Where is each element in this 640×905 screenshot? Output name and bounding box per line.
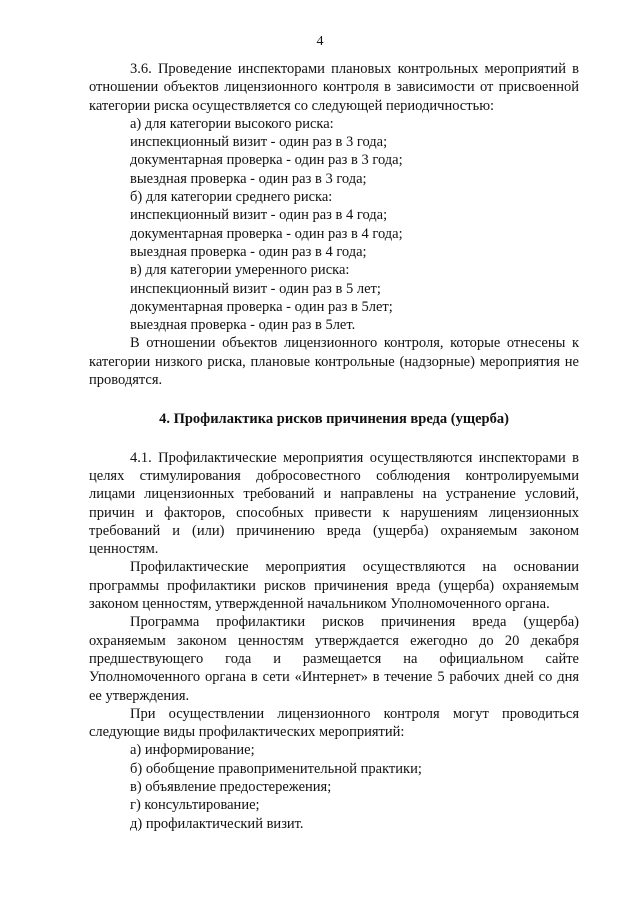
prevention-type-item: б) обобщение правоприменительной практики; xyxy=(130,760,422,777)
list-item: а) для категории высокого риска: xyxy=(130,115,334,132)
paragraph-4-1: 4.1. Профилактические мероприятия осуществляются инспекторами в целях стимулирования добросовестного соблюдения контролируемыми лицами лицензионных требований и направлены на устранение условий, причин и факторов, способных привести к нарушениям лицензионных требований и (или) причинению вреда (ущерба) охраняемым законом ценностям. xyxy=(89,449,579,558)
list-item: в) для категории умеренного риска: xyxy=(130,262,350,279)
page-number: 4 xyxy=(316,34,324,49)
prevention-type-item: а) информирование; xyxy=(130,742,255,759)
list-item: инспекционный визит - один раз в 4 года; xyxy=(130,207,388,224)
list-item: выездная проверка - один раз в 4 года; xyxy=(130,243,367,260)
list-item: документарная проверка - один раз в 4 года; xyxy=(130,225,403,242)
paragraph-program-basis: Профилактические мероприятия осуществляются на основании программы профилактики рисков причинения вреда (ущерба) охраняемым законом ценностям, утвержденной начальником Уполномоченного органа. xyxy=(89,559,579,613)
paragraph-program-approval: Программа профилактики рисков причинения вреда (ущерба) охраняемым законом ценностям утверждается ежегодно до 20 декабря предшествующего года и размещается на официальном сайте Уполномоченного органа в сети «Интернет» в течение 5 рабочих дней со дня ее утверждения. xyxy=(89,614,579,704)
list-item: выездная проверка - один раз в 5лет. xyxy=(130,317,356,334)
prevention-type-item: г) консультирование; xyxy=(130,797,260,814)
list-item: инспекционный визит - один раз в 3 года; xyxy=(130,134,388,151)
list-item: документарная проверка - один раз в 3 года; xyxy=(130,152,403,169)
list-item: инспекционный визит - один раз в 5 лет; xyxy=(130,280,381,297)
low-risk-paragraph: В отношении объектов лицензионного контроля, которые отнесены к категории низкого риска, плановые контрольные (надзорные) мероприятия не проводятся. xyxy=(89,335,579,389)
list-item: б) для категории среднего риска: xyxy=(130,189,333,206)
section-3-6-intro: 3.6. Проведение инспекторами плановых контрольных мероприятий в отношении объектов лицензионного контроля в зависимости от присвоенной категории риска осуществляется со следующей периодичностью: xyxy=(89,61,579,114)
list-item: документарная проверка - один раз в 5лет; xyxy=(130,298,393,315)
document-body xyxy=(89,60,579,833)
section-4-heading: 4. Профилактика рисков причинения вреда (ущерба) xyxy=(159,411,509,428)
list-item: выездная проверка - один раз в 3 года; xyxy=(130,170,367,187)
prevention-type-item: д) профилактический визит. xyxy=(130,815,304,832)
paragraph-prevention-types: При осуществлении лицензионного контроля могут проводиться следующие виды профилактических мероприятий: xyxy=(89,705,579,741)
prevention-type-item: в) объявление предостережения; xyxy=(130,778,332,795)
